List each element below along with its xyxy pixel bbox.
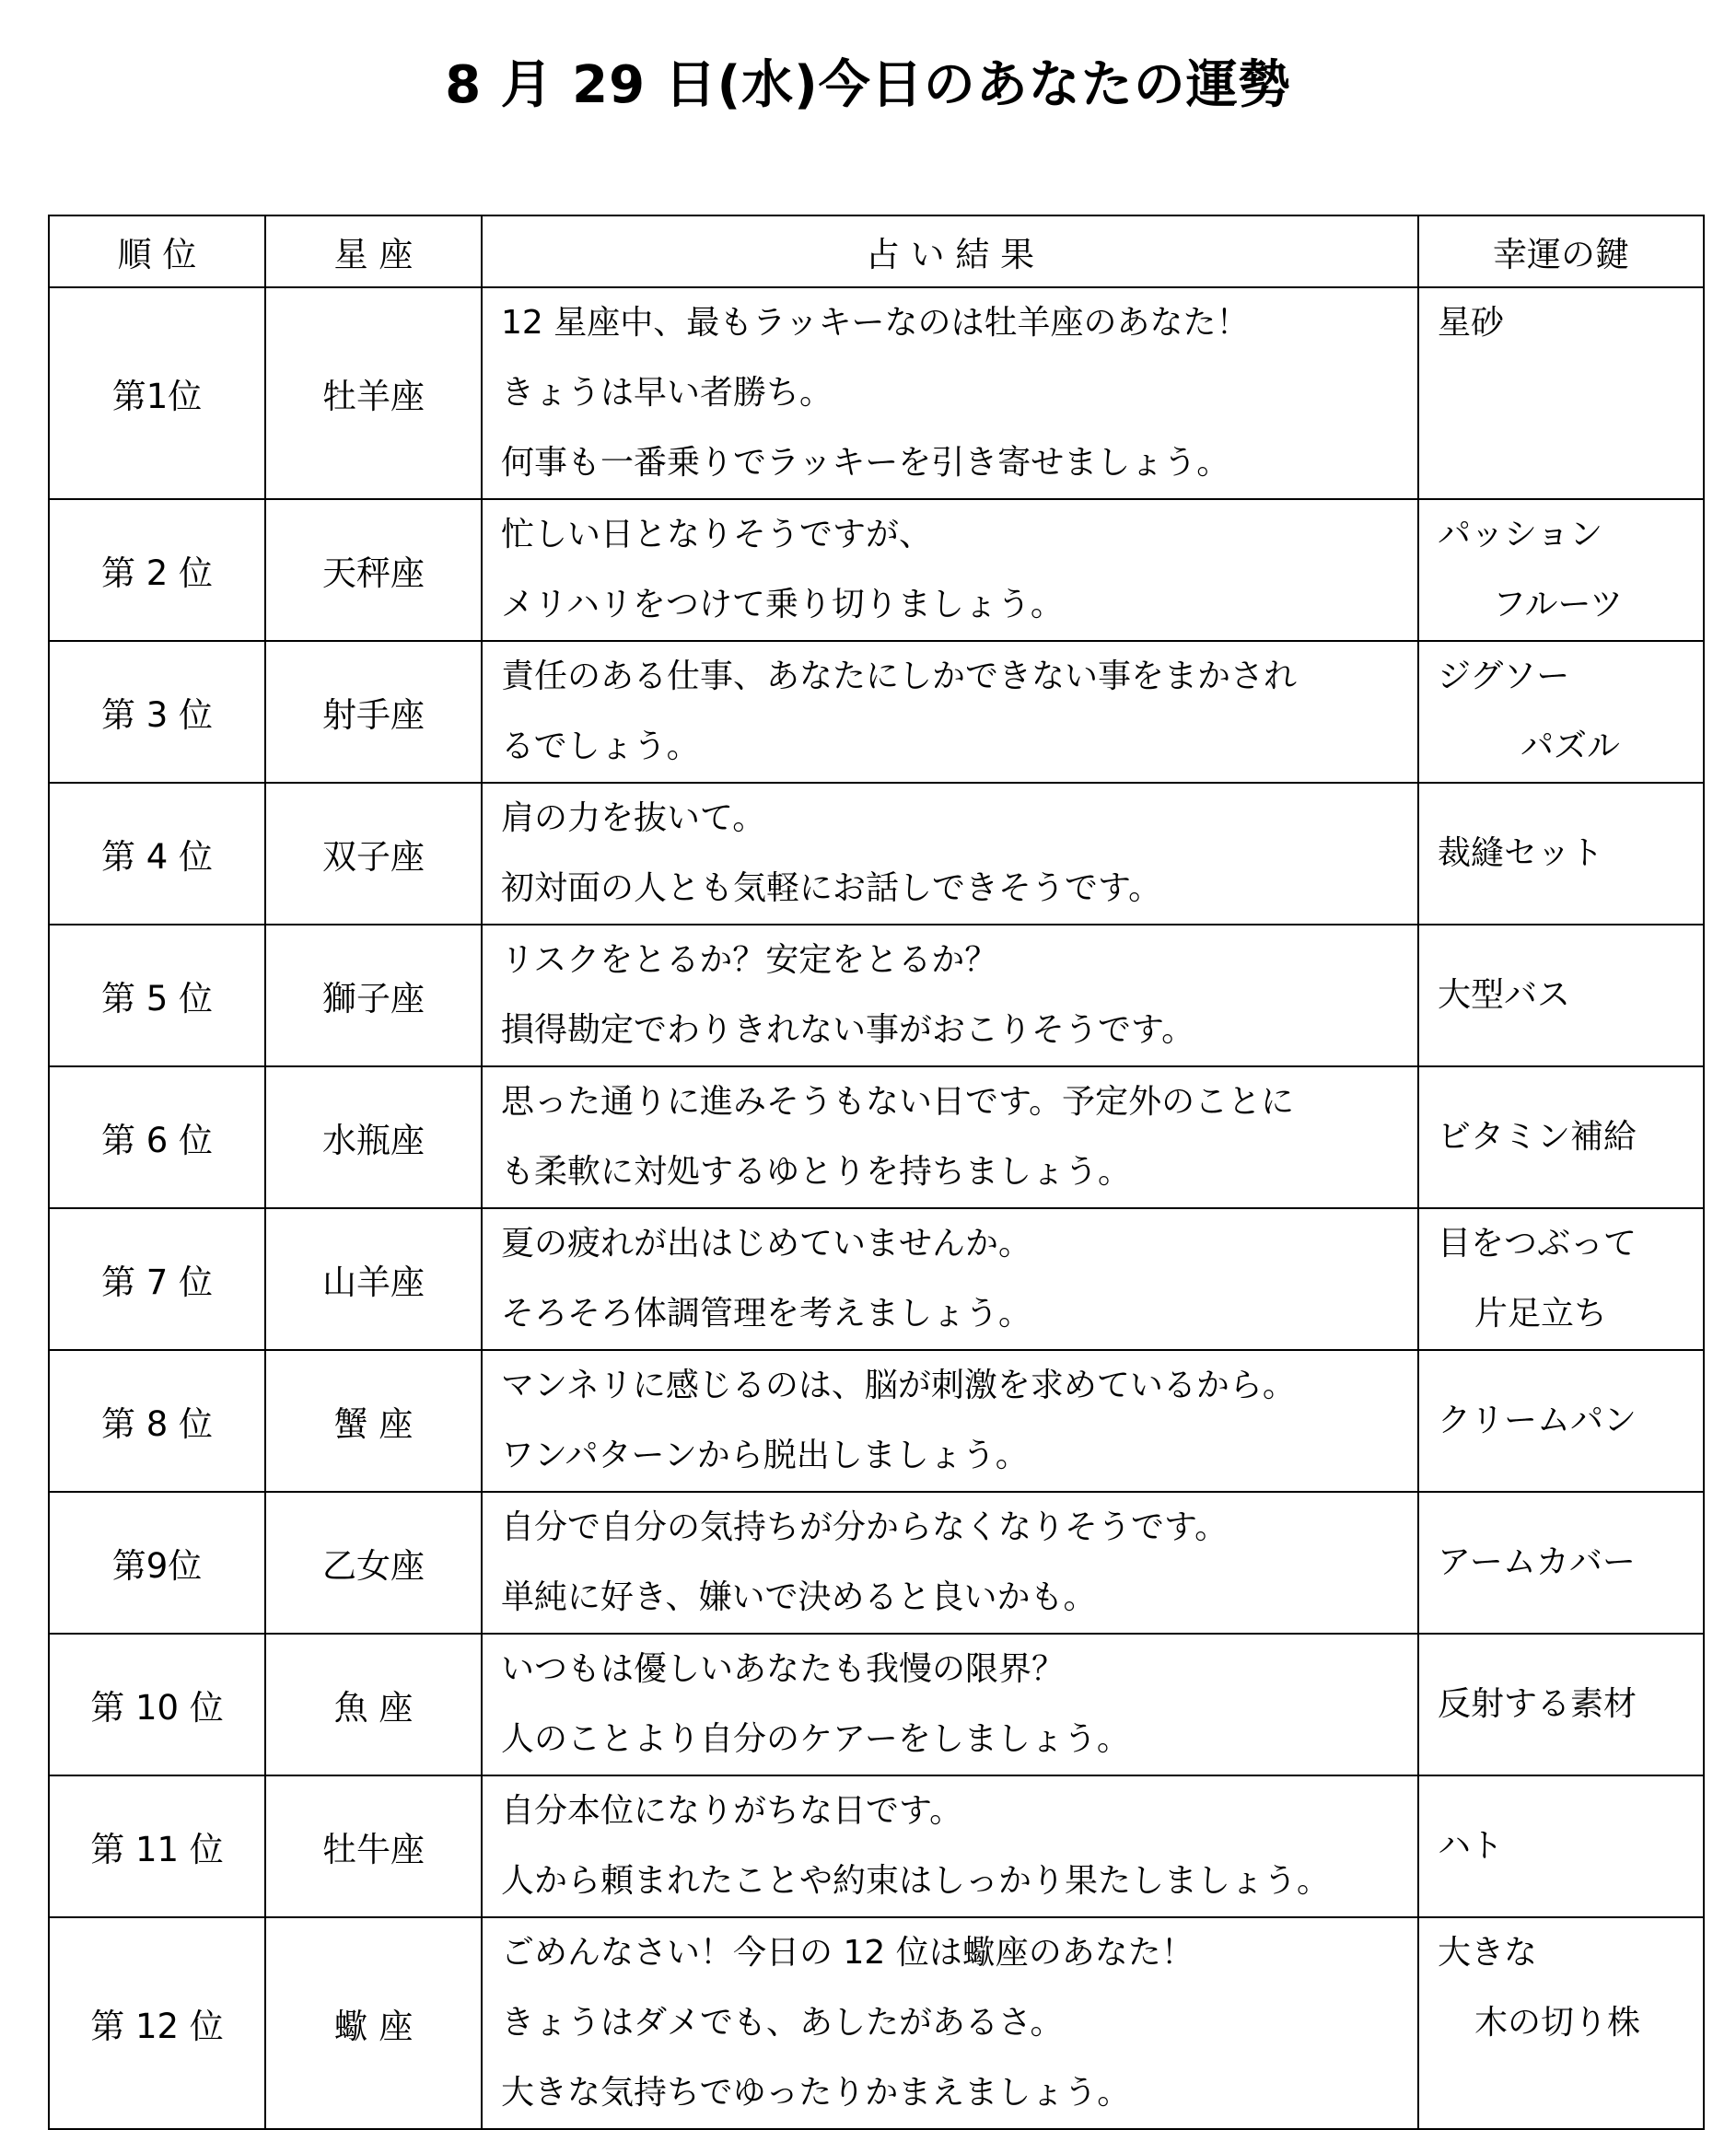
table-header-row	[49, 215, 1704, 287]
result-line: そろそろ体調管理を考えましょう。	[501, 1295, 1032, 1333]
lucky-key-cell	[1418, 1492, 1704, 1634]
lucky-key-line: クリームパン	[1438, 1402, 1637, 1439]
page-title: 8 月 29 日(水)今日のあなたの運勢	[445, 55, 1291, 115]
result-cell	[482, 925, 1418, 1066]
result-cell	[482, 1917, 1418, 2129]
result-line: 夏の疲れが出はじめていませんか。	[501, 1225, 1032, 1263]
lucky-key-cell	[1418, 499, 1704, 641]
rank-cell: 第1位	[49, 287, 265, 499]
result-line: 初対面の人とも気軽にお話しできそうです。	[501, 869, 1162, 907]
result-cell	[482, 287, 1418, 499]
table-row	[49, 783, 1704, 925]
result-line: メリハリをつけて乗り切りましょう。	[501, 586, 1064, 623]
result-line: マンネリに感じるのは、脳が刺激を求めているから。	[501, 1367, 1296, 1404]
lucky-key-line: 裁縫セット	[1438, 834, 1604, 872]
result-cell	[482, 1350, 1418, 1492]
result-cell	[482, 783, 1418, 925]
result-line: ワンパターンから脱出しましょう。	[501, 1437, 1029, 1474]
table-row	[49, 925, 1704, 1066]
result-line: 単純に好き、嫌いで決めると良いかも。	[501, 1578, 1097, 1616]
lucky-key-line: 片足立ち	[1474, 1295, 1608, 1333]
result-cell	[482, 499, 1418, 641]
lucky-key-line: アームカバー	[1438, 1543, 1636, 1581]
lucky-key-line: 星砂	[1438, 304, 1505, 342]
result-line: 忙しい日となりそうですが、	[501, 516, 933, 553]
lucky-key-line: 木の切り株	[1474, 2004, 1641, 2042]
result-line: リスクをとるか？安定をとるか？	[501, 941, 998, 979]
table-row	[49, 499, 1704, 641]
rank-cell: 第 4 位	[49, 783, 265, 925]
rank-cell: 第 2 位	[49, 499, 265, 641]
header-lucky-key: 幸運の鍵	[1418, 215, 1704, 287]
rank-cell: 第 6 位	[49, 1066, 265, 1208]
rank-cell: 第9位	[49, 1492, 265, 1634]
table-row	[49, 1208, 1704, 1350]
rank-cell: 第 7 位	[49, 1208, 265, 1350]
lucky-key-line: 大型バス	[1438, 976, 1571, 1014]
result-line: 自分で自分の気持ちが分からなくなりそうです。	[501, 1508, 1229, 1546]
sign-cell: 魚 座	[265, 1634, 482, 1775]
rank-cell: 第 5 位	[49, 925, 265, 1066]
result-line: 大きな気持ちでゆったりかまえましょう。	[501, 2074, 1131, 2112]
sign-cell: 射手座	[265, 641, 482, 783]
rank-cell: 第 11 位	[49, 1775, 265, 1917]
sign-cell: 牡牛座	[265, 1775, 482, 1917]
result-line: るでしょう。	[501, 727, 700, 765]
lucky-key-line: ハト	[1438, 1827, 1504, 1865]
sign-cell: 双子座	[265, 783, 482, 925]
sign-cell: 蟹 座	[265, 1350, 482, 1492]
lucky-key-cell	[1418, 1208, 1704, 1350]
lucky-key-line: フルーツ	[1493, 586, 1624, 623]
result-line: きょうは早い者勝ち。	[501, 374, 833, 412]
result-line: 自分本位になりがちな日です。	[501, 1792, 963, 1830]
lucky-key-cell	[1418, 1350, 1704, 1492]
lucky-key-cell	[1418, 1775, 1704, 1917]
lucky-key-cell	[1418, 641, 1704, 783]
lucky-key-line: 反射する素材	[1438, 1685, 1637, 1723]
lucky-key-cell	[1418, 925, 1704, 1066]
rank-cell: 第 3 位	[49, 641, 265, 783]
sign-cell: 山羊座	[265, 1208, 482, 1350]
rank-cell: 第 12 位	[49, 1917, 265, 2129]
result-line: 何事も一番乗りでラッキーを引き寄せましょう。	[501, 444, 1230, 482]
lucky-key-cell	[1418, 1066, 1704, 1208]
result-cell	[482, 1634, 1418, 1775]
header-result: 占 い 結 果	[482, 215, 1418, 287]
result-line: 人のことより自分のケアーをしましょう。	[501, 1720, 1130, 1758]
lucky-key-line: ジグソー	[1438, 658, 1570, 695]
result-line: ごめんなさい！今日の 12 位は蠍座のあなた！	[501, 1934, 1194, 1972]
result-line: いつもは優しいあなたも我慢の限界？	[501, 1650, 1066, 1688]
lucky-key-cell	[1418, 1917, 1704, 2129]
table-row	[49, 287, 1704, 499]
table-row	[49, 1492, 1704, 1634]
result-line: きょうはダメでも、あしたがあるさ。	[501, 2004, 1064, 2042]
lucky-key-cell	[1418, 287, 1704, 499]
lucky-key-line: ビタミン補給	[1438, 1118, 1637, 1156]
table-row	[49, 1917, 1704, 2129]
sign-cell: 蠍 座	[265, 1917, 482, 2129]
lucky-key-cell	[1418, 1634, 1704, 1775]
result-cell	[482, 641, 1418, 783]
table-row	[49, 641, 1704, 783]
result-cell	[482, 1775, 1418, 1917]
sign-cell: 天秤座	[265, 499, 482, 641]
result-line: 責任のある仕事、あなたにしかできない事をまかされ	[501, 658, 1298, 695]
lucky-key-line: 目をつぶって	[1438, 1225, 1637, 1263]
header-sign: 星 座	[265, 215, 482, 287]
table-row	[49, 1634, 1704, 1775]
lucky-key-line: パッション	[1438, 516, 1603, 553]
table-row	[49, 1775, 1704, 1917]
result-cell	[482, 1492, 1418, 1634]
lucky-key-line: パズル	[1520, 727, 1621, 765]
rank-cell: 第 10 位	[49, 1634, 265, 1775]
table-row	[49, 1066, 1704, 1208]
sign-cell: 水瓶座	[265, 1066, 482, 1208]
sign-cell: 乙女座	[265, 1492, 482, 1634]
sign-cell: 獅子座	[265, 925, 482, 1066]
rank-cell: 第 8 位	[49, 1350, 265, 1492]
lucky-key-cell	[1418, 783, 1704, 925]
result-line: 肩の力を抜いて。	[501, 799, 766, 837]
result-cell	[482, 1066, 1418, 1208]
result-line: 思った通りに進みそうもない日です。予定外のことに	[501, 1083, 1295, 1121]
result-line: 人から頼まれたことや約束はしっかり果たしましょう。	[501, 1862, 1331, 1900]
result-cell	[482, 1208, 1418, 1350]
result-line: 12 星座中、最もラッキーなのは牡羊座のあなた！	[501, 304, 1250, 342]
header-rank: 順 位	[49, 215, 265, 287]
lucky-key-line: 大きな	[1438, 1934, 1538, 1972]
table-row	[49, 1350, 1704, 1492]
result-line: も柔軟に対処するゆとりを持ちましょう。	[501, 1153, 1132, 1191]
fortune-table	[48, 215, 1705, 2130]
result-line: 損得勘定でわりきれない事がおこりそうです。	[501, 1011, 1195, 1049]
sign-cell: 牡羊座	[265, 287, 482, 499]
